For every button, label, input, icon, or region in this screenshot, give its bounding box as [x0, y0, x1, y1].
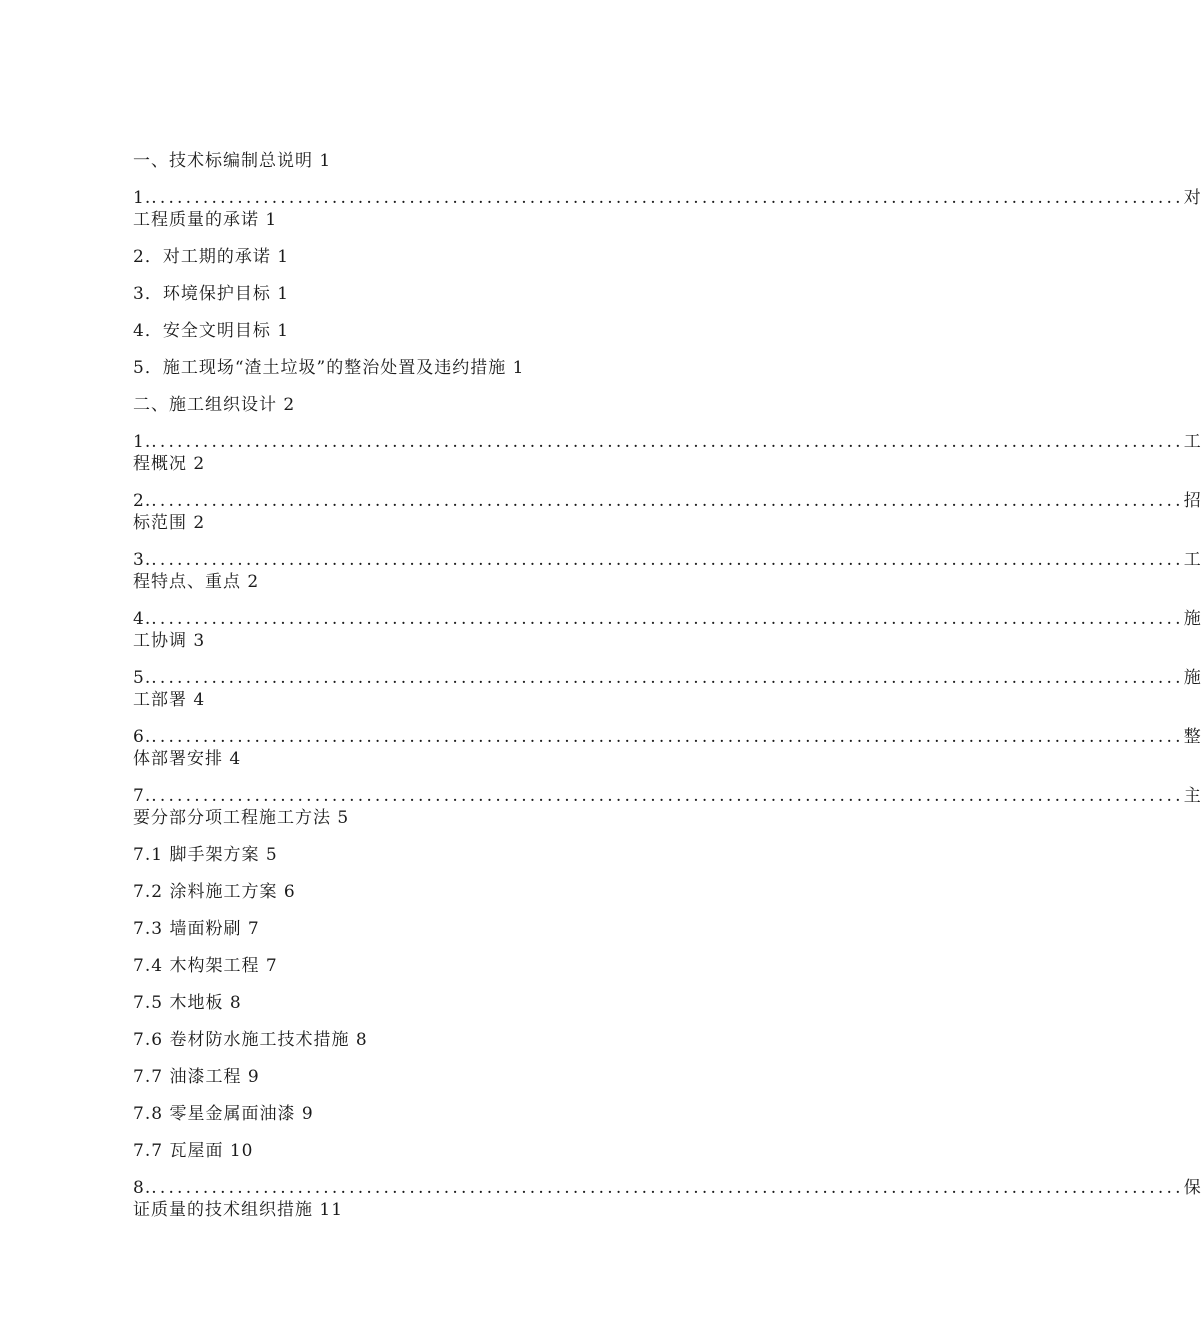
- toc-title-start: 施: [1183, 668, 1202, 688]
- toc-title-start: 施: [1183, 609, 1202, 629]
- toc-entry: [133, 726, 1202, 785]
- toc-number: 6.: [133, 727, 152, 747]
- toc-title-rest: 证质量的技术组织措施 11: [133, 1200, 344, 1220]
- toc-leader-dots: ........................................................................................................................: [151, 786, 1184, 806]
- toc-subentry: 7.1 脚手架方案 5: [133, 845, 278, 865]
- toc-entry: [133, 549, 1202, 608]
- toc-title-rest: 程概况 2: [133, 454, 206, 474]
- toc-entry: [133, 187, 1202, 246]
- toc-entry: 5．施工现场“渣土垃圾”的整治处置及违约措施 1: [133, 358, 525, 378]
- toc-title-rest: 体部署安排 4: [133, 749, 242, 769]
- toc-number: 7.: [133, 786, 152, 806]
- toc-title-rest: 程特点、重点 2: [133, 572, 260, 592]
- toc-title-start: 招: [1183, 491, 1202, 511]
- toc-number: 8.: [133, 1178, 152, 1198]
- toc-title-start: 工: [1183, 550, 1202, 570]
- toc-leader-dots: ........................................................................................................................: [151, 491, 1184, 511]
- toc-entry: 一、技术标编制总说明 1: [133, 151, 332, 171]
- toc-leader-row: [133, 490, 1202, 512]
- toc-entry: [133, 490, 1202, 549]
- toc-leader-dots: ........................................................................................................................: [151, 550, 1184, 570]
- toc-subentry: 7.2 涂料施工方案 6: [133, 882, 296, 902]
- toc-title-start: 工: [1183, 432, 1202, 452]
- toc-title-rest: 工协调 3: [133, 631, 206, 651]
- toc-number: 5.: [133, 668, 152, 688]
- toc-subentry: 7.8 零星金属面油漆 9: [133, 1104, 314, 1124]
- toc-subentry: 7.5 木地板 8: [133, 993, 242, 1013]
- toc-entry: [133, 667, 1202, 726]
- toc-entry: [133, 785, 1202, 844]
- toc-entry: [133, 431, 1202, 490]
- toc-entry: 3．环境保护目标 1: [133, 284, 290, 304]
- toc-title-start: 整: [1183, 727, 1202, 747]
- toc-entry: [133, 1177, 1202, 1236]
- toc-title-start: 主: [1183, 786, 1202, 806]
- toc-entry: 4．安全文明目标 1: [133, 321, 290, 341]
- toc-leader-row: [133, 431, 1202, 453]
- toc-leader-dots: ........................................................................................................................: [151, 188, 1184, 208]
- toc-subentry: 7.7 油漆工程 9: [133, 1067, 260, 1087]
- toc-leader-dots: ........................................................................................................................: [151, 432, 1184, 452]
- toc-leader-row: [133, 187, 1202, 209]
- toc-title-rest: 工部署 4: [133, 690, 206, 710]
- toc-subentry: 7.4 木构架工程 7: [133, 956, 278, 976]
- toc-subentry: 7.3 墙面粉刷 7: [133, 919, 260, 939]
- toc-number: 2.: [133, 491, 152, 511]
- toc-leader-dots: ........................................................................................................................: [151, 668, 1184, 688]
- toc-leader-row: [133, 726, 1202, 748]
- toc-leader-dots: ........................................................................................................................: [151, 727, 1184, 747]
- toc-number: 3.: [133, 550, 152, 570]
- toc-number: 4.: [133, 609, 152, 629]
- toc-leader-dots: ........................................................................................................................: [151, 1178, 1184, 1198]
- toc-leader-row: [133, 1177, 1202, 1199]
- table-of-contents: [133, 150, 1202, 1236]
- toc-leader-row: [133, 549, 1202, 571]
- toc-leader-row: [133, 667, 1202, 689]
- toc-entry: [133, 608, 1202, 667]
- toc-title-start: 保: [1183, 1178, 1202, 1198]
- toc-title-rest: 工程质量的承诺 1: [133, 210, 278, 230]
- toc-number: 1.: [133, 432, 152, 452]
- toc-leader-row: [133, 785, 1202, 807]
- toc-title-start: 对: [1183, 188, 1202, 208]
- toc-section-heading: 二、施工组织设计 2: [133, 395, 296, 415]
- toc-leader-row: [133, 608, 1202, 630]
- toc-title-rest: 要分部分项工程施工方法 5: [133, 808, 350, 828]
- toc-leader-dots: ........................................................................................................................: [151, 609, 1184, 629]
- toc-entry: 2．对工期的承诺 1: [133, 247, 290, 267]
- toc-title-rest: 标范围 2: [133, 513, 206, 533]
- toc-subentry: 7.6 卷材防水施工技术措施 8: [133, 1030, 368, 1050]
- toc-number: 1.: [133, 188, 152, 208]
- toc-subentry: 7.7 瓦屋面 10: [133, 1141, 254, 1161]
